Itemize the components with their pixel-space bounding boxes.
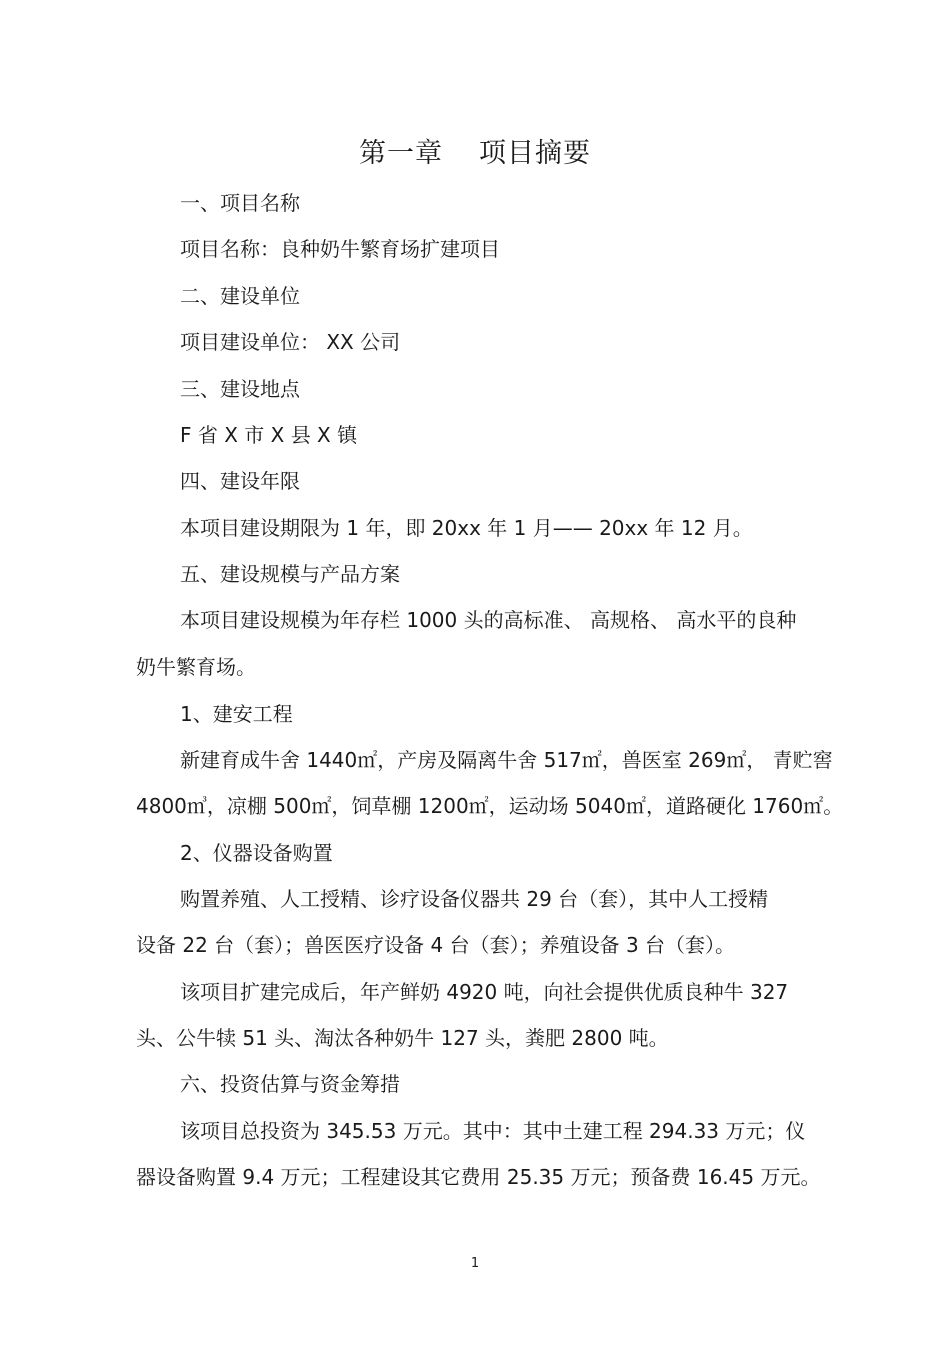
chapter-name: 项目摘要 (479, 138, 591, 169)
paragraph-line: 项目建设单位： XX 公司 (180, 330, 401, 354)
paragraph-line: 本项目建设规模为年存栏 1000 头的高标准、 高规格、 高水平的良种 (180, 608, 797, 632)
paragraph-line: 该项目总投资为 345.53 万元。其中：其中土建工程 294.33 万元；仪 (180, 1119, 806, 1143)
subsection-heading-equipment: 2、仪器设备购置 (180, 841, 333, 865)
page-number: 1 (470, 1256, 480, 1271)
chapter-title (0, 134, 950, 174)
paragraph-line: 项目名称：良种奶牛繁育场扩建项目 (180, 237, 500, 261)
subsection-heading-construction: 1、建安工程 (180, 702, 293, 726)
section-heading-project-name: 一、项目名称 (180, 191, 300, 215)
paragraph-line: F 省 X 市 X 县 X 镇 (180, 423, 358, 447)
paragraph-line: 该项目扩建完成后，年产鲜奶 4920 吨，向社会提供优质良种牛 327 (180, 980, 789, 1004)
section-heading-scale: 五、建设规模与产品方案 (180, 562, 400, 586)
paragraph-line: 奶牛繁育场。 (136, 655, 256, 679)
paragraph-line: 设备 22 台（套）；兽医医疗设备 4 台（套）；养殖设备 3 台（套）。 (136, 933, 736, 957)
paragraph-line: 本项目建设期限为 1 年，即 20xx 年 1 月—— 20xx 年 12 月。 (180, 516, 753, 540)
section-heading-construction-unit: 二、建设单位 (180, 284, 300, 308)
paragraph-line: 头、公牛犊 51 头、淘汰各种奶牛 127 头，粪肥 2800 吨。 (136, 1026, 669, 1050)
section-heading-investment: 六、投资估算与资金筹措 (180, 1072, 400, 1096)
paragraph-line: 新建育成牛舍 1440㎡，产房及隔离牛舍 517㎡，兽医室 269㎡， 青贮窖 (180, 748, 833, 772)
paragraph-line: 4800㎥，凉棚 500㎡，饲草棚 1200㎡，运动场 5040㎡，道路硬化 1760㎡。 (136, 794, 844, 818)
section-heading-location: 三、建设地点 (180, 377, 300, 401)
paragraph-line: 器设备购置 9.4 万元；工程建设其它费用 25.35 万元；预备费 16.45 万元。 (136, 1165, 821, 1189)
section-heading-duration: 四、建设年限 (180, 469, 300, 493)
chapter-number: 第一章 (359, 138, 443, 169)
paragraph-line: 购置养殖、人工授精、诊疗设备仪器共 29 台（套），其中人工授精 (180, 887, 769, 911)
